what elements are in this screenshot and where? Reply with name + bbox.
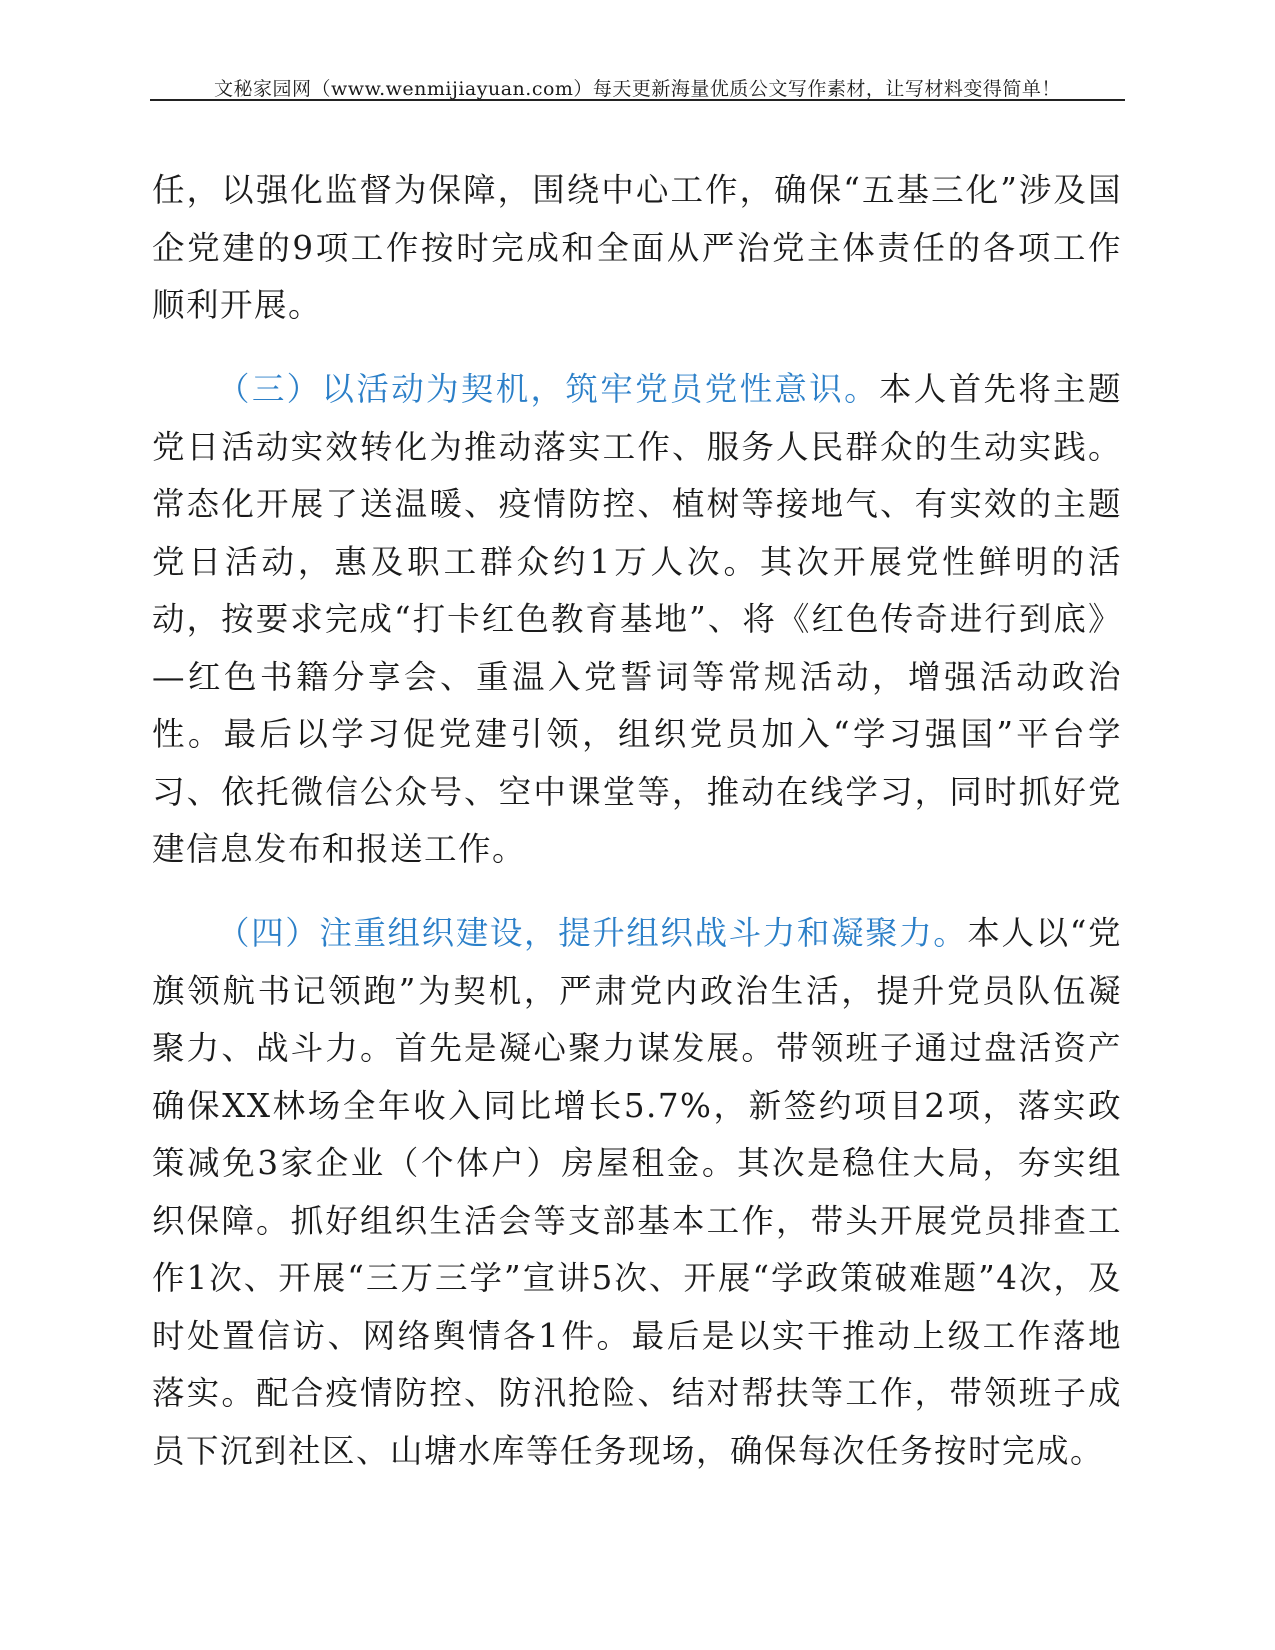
section-heading-3: （三）以活动为契机，筑牢党员党性意识。	[217, 370, 879, 408]
paragraph-section-4	[152, 905, 1122, 1480]
header-divider	[150, 99, 1125, 101]
section-heading-4: （四）注重组织建设，提升组织战斗力和凝聚力。	[217, 914, 968, 952]
paragraph-continuation	[152, 162, 1122, 335]
paragraph-section-3	[152, 361, 1122, 879]
paragraph-body: 任，以强化监督为保障，围绕中心工作，确保“五基三化”涉及国企党建的9项工作按时完成和全面从严治党主体责任的各项工作顺利开展。	[152, 171, 1122, 324]
page-header: 文秘家园网（www.wenmijiayuan.com）每天更新海量优质公文写作素材，让写材料变得简单！	[214, 78, 1061, 100]
paragraph-body: 本人以“党旗领航书记领跑”为契机，严肃党内政治生活，提升党员队伍凝聚力、战斗力。首先是凝心聚力谋发展。带领班子通过盘活资产确保XX林场全年收入同比增长5.7%，新签约项目2项，落实政策减免3家企业（个体户）房屋租金。其次是稳住大局，夯实组织保障。抓好组织生活会等支部基本工作，带头开展党员排查工作1次、开展“三万三学”宣讲5次、开展“学政策破难题”4次，及时处置信访、网络舆情各1件。最后是以实干推动上级工作落地落实。配合疫情防控、防汛抢险、结对帮扶等工作，带领班子成员下沉到社区、山塘水库等任务现场，确保每次任务按时完成。	[152, 914, 1122, 1470]
paragraph-body: 本人首先将主题党日活动实效转化为推动落实工作、服务人民群众的生动实践。常态化开展了送温暖、疫情防控、植树等接地气、有实效的主题党日活动，惠及职工群众约1万人次。其次开展党性鲜明的活动，按要求完成“打卡红色教育基地”、将《红色传奇进行到底》—红色书籍分享会、重温入党誓词等常规活动，增强活动政治性。最后以学习促党建引领，组织党员加入“学习强国”平台学习、依托微信公众号、空中课堂等，推动在线学习，同时抓好党建信息发布和报送工作。	[152, 370, 1122, 868]
